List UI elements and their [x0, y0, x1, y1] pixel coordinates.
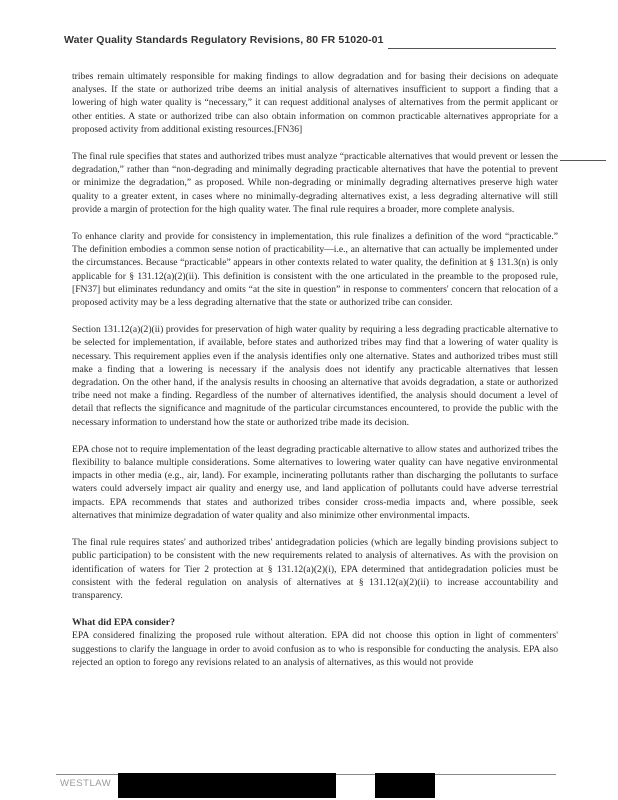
- paragraph-3: To enhance clarity and provide for consistency in implementation, this rule finalizes a definition of the word “practicable.” The definition embodies a common sense notion of practicability—i.e., an alternative that can actually be implemented under the circumstances. Because “practicable” appears in other contexts related to water quality, the definition at § 131.3(n) is only applicable for § 131.12(a)(2)(ii). This definition is consistent with the one articulated in the preamble to the proposed rule,[FN37] but eliminates redundancy and omits “at the site in question” in response to commenters' concern that relocation of a proposed activity may be a less degrading alternative that the state or authorized tribe can consider.: [72, 231, 558, 309]
- section-heading: What did EPA consider?: [72, 617, 175, 629]
- paragraph-4: Section 131.12(a)(2)(ii) provides for preservation of high water quality by requiring a less degrading practicable alternative to be selected for implementation, if available, before states and authorized tribes may find that a lowering of water quality is necessary. This requirement applies even if the analysis identifies only one alternative. States and authorized tribes must still make a finding that a lowering is necessary if the analysis does not identify any practicable alternatives that lessen degradation. On the other hand, if the analysis results in choosing an alternative that avoids degradation, a state or authorized tribe need not make a finding. Regardless of the number of alternatives identified, the analysis should document a level of detail that reflects the significance and magnitude of the particular circumstances encountered, to provide the public with the necessary information to understand how the state or authorized tribe made its decision.: [72, 324, 558, 428]
- paragraph-1: tribes remain ultimately responsible for making findings to allow degradation and for basing their decisions on adequate analyses. If the state or authorized tribe deems an initial analysis of alternatives insufficient to support a finding that a lowering of high water quality is “necessary,” it can request additional analyses of alternatives from the permit applicant or other entities. A state or authorized tribe can also obtain information on common practicable alternatives appropriate for a proposed activity from additional existing resources.[FN36]: [72, 71, 558, 135]
- redaction-bar-left: [118, 773, 336, 798]
- paragraph-2: The final rule specifies that states and authorized tribes must analyze “practicable alternatives that would prevent or lessen the degradation,” rather than “non-degrading and minimally degrading practicable alternatives that have the potential to prevent or minimize the degradation,” as proposed. While non-degrading or minimally degrading alternatives preserve high water quality to a greater extent, in cases where no minimally-degrading alternatives exist, a less degrading alternative will still provide a margin of protection for the high quality water. The final rule requires a broader, more complete analysis.: [72, 151, 558, 215]
- paragraph-5: EPA chose not to require implementation of the least degrading practicable alternative to allow states and authorized tribes the flexibility to balance multiple considerations. Some alternatives to lowering water quality can have negative environmental impacts in other media (e.g., air, land). For example, incinerating pollutants rather than discharging the pollutants to surface waters could adversely impact air quality and energy use, and land application of pollutants could have adverse terrestrial impacts. EPA recommends that states and authorized tribes consider cross-media impacts and, where possible, seek alternatives that minimize degradation of water quality and also minimize other environmental impacts.: [72, 443, 558, 521]
- margin-rule: [560, 160, 606, 161]
- paragraph-6: The final rule requires states' and authorized tribes' antidegradation policies (which are legally binding provisions subject to public participation) to be consistent with the new requirements related to analysis of alternatives. As with the provision on identification of waters for Tier 2 protection at § 131.12(a)(2)(i), EPA determined that antidegradation policies must be consistent with the federal regulation on analysis of alternatives at § 131.12(a)(2)(ii) to increase accountability and transparency.: [72, 537, 558, 601]
- footer-brand: WESTLAW: [60, 778, 112, 789]
- document-body: [72, 70, 558, 683]
- document-header-title: Water Quality Standards Regulatory Revisions, 80 FR 51020-01: [64, 34, 384, 46]
- header-rule: [388, 48, 556, 49]
- redaction-bar-right: [375, 773, 435, 798]
- section-paragraph: EPA considered finalizing the proposed rule without alteration. EPA did not choose this option in light of commenters' suggestions to clarify the language in order to avoid confusion as to who is responsible for conducting the analysis. EPA also rejected an option to forego any revisions related to an analysis of alternatives, as this would not provide: [72, 630, 558, 668]
